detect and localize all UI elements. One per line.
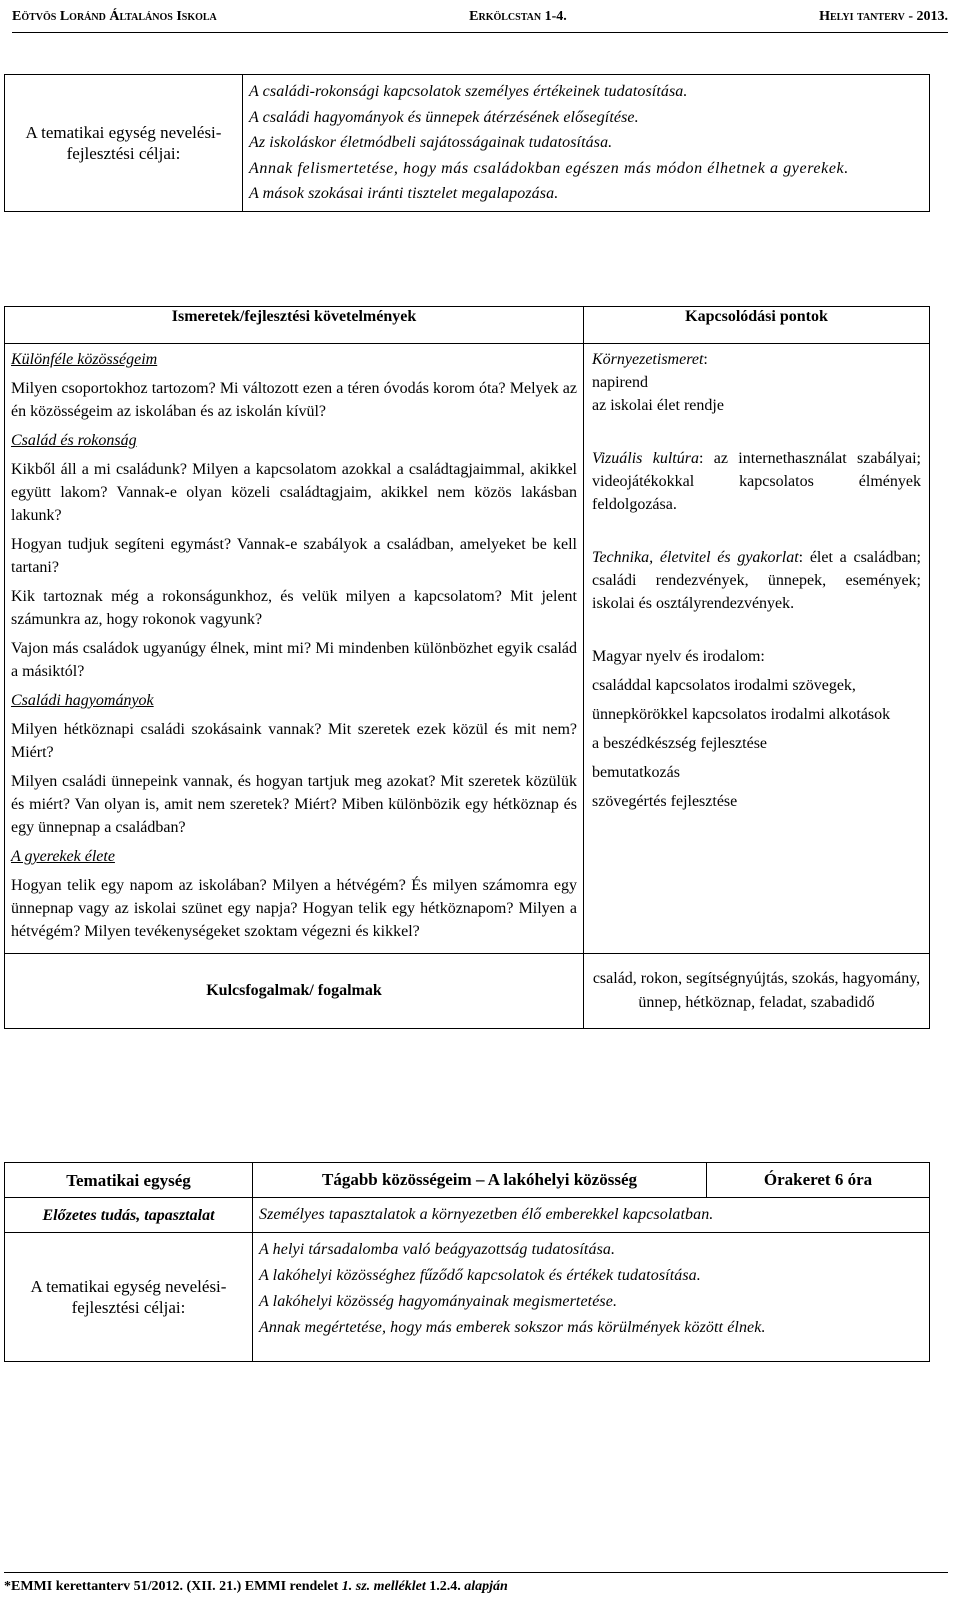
subject-name: Erkölcstan 1-4. xyxy=(469,9,567,24)
section-title: A gyerekek élete xyxy=(11,848,115,865)
school-name: Eötvös Loránd Általános Iskola xyxy=(12,9,217,24)
section-title: Család és rokonság xyxy=(11,432,137,449)
section-paragraph: Hogyan tudjuk segíteni egymást? Vannak-e szabályok a családban, amelyeket be kell tartani? xyxy=(11,536,577,576)
goals-table xyxy=(4,74,930,212)
goal-line: Annak megértetése, hogy más emberek sokszor más körülmények között élnek. xyxy=(259,1319,766,1336)
footer-italic: alapján xyxy=(464,1579,508,1594)
footer-middle: 1.2.4. xyxy=(425,1579,465,1594)
tech-title: Technika, életvitel és gyakorlat xyxy=(592,549,799,566)
lit-item: családdal kapcsolatos irodalmi szövegek, xyxy=(592,677,856,694)
viz-title: Vizuális kultúra xyxy=(592,450,699,467)
lit-item: szövegértés fejlesztése xyxy=(592,793,738,810)
footer-italic: 1. sz. melléklet xyxy=(341,1579,426,1594)
lit-item: a beszédkészség fejlesztése xyxy=(592,735,768,752)
env-item: napirend xyxy=(592,374,648,391)
keywords-value: család, rokon, segítségnyújtás, szokás, hagyomány, ünnep, hétköznap, feladat, szabadidő xyxy=(584,954,930,1029)
page-footer xyxy=(4,1572,948,1595)
goal-line: A mások szokásai iránti tisztelet megalapozása. xyxy=(249,185,559,202)
requirements-cell xyxy=(5,344,584,954)
goal-line: A családi-rokonsági kapcsolatok személyes értékeinek tudatosítása. xyxy=(249,83,688,100)
unit2-title: Tágabb közösségeim – A lakóhelyi közösség xyxy=(253,1163,707,1198)
unit2-goals-label: A tematikai egység nevelési-fejlesztési céljai: xyxy=(5,1233,253,1362)
page-header xyxy=(12,4,948,33)
links-cell: Környezetismeret: napirend az iskolai élet rendje Vizuális kultúra: az internethasználat szabályai; videojátékokkal kapcsolatos élmények feldolgozása. Technika, életvitel és gyakorlat: élet a családban; családi rendezvények, ünnepek, események; iskolai és osztályrendezvények. Magyar nyelv és irodalom: családdal kapcsolatos irodalmi szövegek, ünnepkörökkel kapcsolatos irodalmi alkotások a beszédkészség fejlesztése bemutatkozás szövegértés fejlesztése xyxy=(584,344,930,954)
unit2-goals-list xyxy=(253,1233,930,1362)
env-title: Környezetismeret xyxy=(592,351,704,368)
prior-knowledge-text: Személyes tapasztalatok a környezetben élő emberekkel kapcsolatban. xyxy=(253,1198,930,1233)
goal-line: Az iskoláskor életmódbeli sajátosságainak tudatosítása. xyxy=(249,134,613,151)
section-paragraph: Kik tartoznak még a rokonságunkhoz, és velük milyen a kapcsolatom? Mit jelent számunkra az, hogy rokonok vagyunk? xyxy=(11,588,577,628)
section-title: Különféle közösségeim xyxy=(11,351,158,368)
unit2-table xyxy=(4,1162,930,1362)
section-paragraph: Milyen csoportokhoz tartozom? Mi változott ezen a téren óvodás korom óta? Melyek az én közösségeim az iskolában és az iskolán kívül? xyxy=(11,380,577,420)
links-header: Kapcsolódási pontok xyxy=(584,307,930,344)
viz-text: : az internethasználat szabályai; videojátékokkal kapcsolatos élmények feldolgozása. xyxy=(592,450,922,513)
goal-line: A lakóhelyi közösséghez fűződő kapcsolatok és értékek tudatosítása. xyxy=(259,1267,701,1284)
viz-link xyxy=(592,447,921,516)
goal-line: A helyi társadalomba való beágyazottság tudatosítása. xyxy=(259,1241,616,1258)
unit2-hours: Órakeret 6 óra xyxy=(707,1163,930,1198)
lit-item: bemutatkozás xyxy=(592,764,680,781)
goal-line: Annak felismertetése, hogy más családokban egészen más módon élhetnek a gyerekek. xyxy=(249,159,849,177)
footer-prefix: *EMMI kerettanterv 51/2012. (XII. 21.) EMMI rendelet xyxy=(4,1579,342,1594)
section-paragraph: Vajon más családok ugyanúgy élnek, mint mi? Mi mindenben különbözhet egyik család a másiktól? xyxy=(11,640,577,680)
lit-title: Magyar nyelv és irodalom: xyxy=(592,648,765,665)
prior-knowledge-label: Előzetes tudás, tapasztalat xyxy=(5,1198,253,1233)
lit-item: ünnepkörökkel kapcsolatos irodalmi alkotások xyxy=(592,706,891,723)
requirements-header: Ismeretek/fejlesztési követelmények xyxy=(5,307,584,344)
tech-text: : élet a családban; családi rendezvények, ünnepek, események; iskolai és osztályrendezvények. xyxy=(592,549,921,612)
unit2-header-label: Tematikai egység xyxy=(5,1163,253,1198)
env-item: az iskolai élet rendje xyxy=(592,397,724,414)
goal-line: A lakóhelyi közösség hagyományainak megismertetése. xyxy=(259,1293,618,1310)
requirements-table xyxy=(4,306,930,1029)
goal-line: A családi hagyományok és ünnepek átérzésének elősegítése. xyxy=(249,108,639,126)
goals-list xyxy=(243,75,930,212)
goals-label: A tematikai egység nevelési-fejlesztési céljai: xyxy=(5,75,243,212)
keywords-label: Kulcsfogalmak/ fogalmak xyxy=(5,954,584,1029)
section-paragraph: Hogyan telik egy napom az iskolában? Milyen a hétvégém? És milyen számomra egy ünnepnap vagy az iskolai szünet egy napja? Hogyan telik egy hétköznapom? Milyen a hétvégém? Milyen tevékenységeket szoktam végezni és kikkel? xyxy=(11,877,577,940)
section-paragraph: Kikből áll a mi családunk? Milyen a kapcsolatom azokkal a családtagjaimmal, akikkel együtt lakom? Vannak-e olyan közeli családtagjaim, akikkel nem közös lakásban lakunk? xyxy=(11,461,577,524)
curriculum-name: Helyi tanterv - 2013. xyxy=(819,9,948,24)
section-title: Családi hagyományok xyxy=(11,692,154,709)
tech-link xyxy=(592,546,921,615)
section-paragraph: Milyen családi ünnepeink vannak, és hogyan tartjuk meg azokat? Mit szeretek közülük és miért? Van olyan is, amit nem szeretek? Miért? Miben különbözik egy hétköznap és egy ünnepnap a családban? xyxy=(11,773,577,836)
section-paragraph: Milyen hétköznapi családi szokásaink vannak? Mit szeretek ezek közül és mit nem? Miért? xyxy=(11,721,577,761)
